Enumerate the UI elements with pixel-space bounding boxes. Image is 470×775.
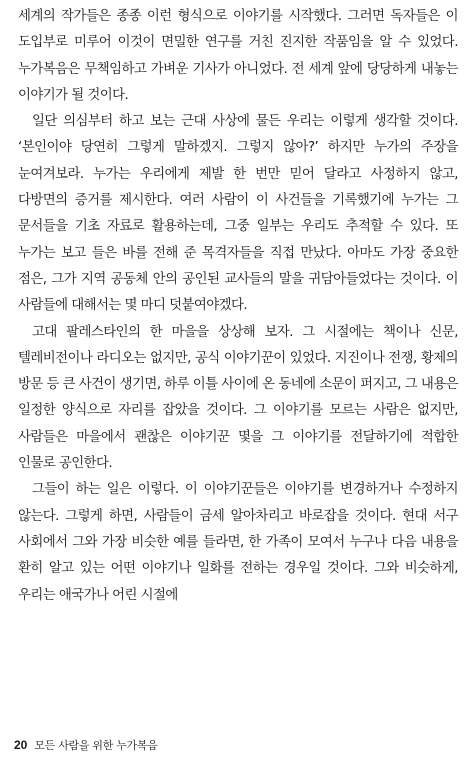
paragraph-2: 일단 의심부터 하고 보는 근대 사상에 물든 우리는 이렇게 생각할 것이다. ‘본인이야 당연히 그렇게 말하겠지. 그렇지 않아?’ 하지만 누가의 주장을 눈여겨보라. 누가는 우리에게 제발 한 번만 믿어 달라고 사정하지 않고, 다방면의 증거를 제시한다. 여러 사람이 이 사건들을 기록했기에 누가는 그 문서들을 기초 자료로 활용하는데, 그중 일부는 우리도 추적할 수 있다. 또 누가는 보고 들은 바를 전해 준 목격자들을 직접 만났다. 아마도 가장 중요한 점은, 그가 지역 공동체 안의 공인된 교사들의 말을 귀담아들었다는 것이다. 이 사람들에 대해서는 몇 마디 덧붙여야겠다. <box>18 114 458 314</box>
paragraph-1: 세계의 작가들은 종종 이런 형식으로 이야기를 시작했다. 그러면 독자들은 이 도입부로 미루어 이것이 면밀한 연구를 거친 진지한 작품임을 알 수 있었다. 누가복음은 무책임하고 가벼운 기사가 아니었다. 전 세계 앞에 당당하게 내놓는 이야기가 될 것이다. <box>18 9 458 103</box>
running-head: 모든 사람을 위한 누가복음 <box>34 739 158 752</box>
page-footer <box>14 738 158 753</box>
paragraph-4: 그들이 하는 일은 이렇다. 이 이야기꾼들은 이야기를 변경하거나 수정하지 않는다. 그렇게 하면, 사람들이 금세 알아차리고 바로잡을 것이다. 현대 서구 사회에서 그와 가장 비슷한 예를 들라면, 한 가족이 모여서 누구나 다음 내용을 환히 알고 있는 어떤 이야기나 일화를 전하는 경우일 것이다. 그와 비슷하게, 우리는 애국가나 어린 시절에 <box>18 482 458 603</box>
body-text <box>18 4 458 609</box>
page-number: 20 <box>14 738 28 752</box>
paragraph-3: 고대 팔레스타인의 한 마을을 상상해 보자. 그 시절에는 책이나 신문, 텔레비전이나 라디오는 없지만, 공식 이야기꾼이 있었다. 지진이나 전쟁, 황제의 방문 등 큰 사건이 생기면, 하루 이틀 사이에 온 동네에 소문이 퍼지고, 그 내용은 일정한 양식으로 자리를 잡았을 것이다. 그 이야기를 모르는 사람은 없지만, 사람들은 마을에서 괜찮은 이야기꾼 몇을 그 이야기를 전달하기에 적합한 인물로 공인한다. <box>18 324 458 472</box>
